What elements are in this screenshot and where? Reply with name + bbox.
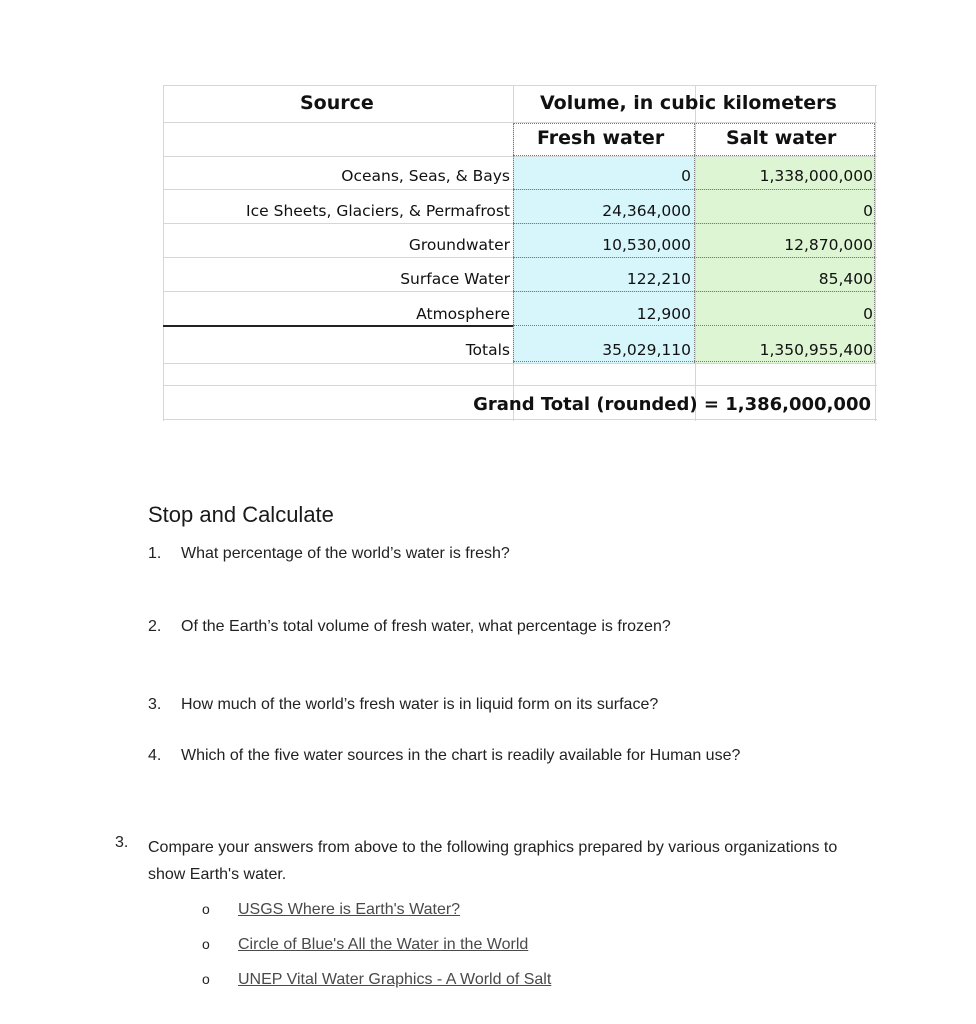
- row-source: Oceans, Seas, & Bays: [341, 167, 510, 185]
- compare-number: 3.: [115, 834, 129, 851]
- fresh-water-column-fill: [513, 157, 695, 363]
- source-header: Source: [300, 92, 374, 114]
- row-salt: 1,338,000,000: [759, 167, 873, 185]
- link-unep[interactable]: UNEP Vital Water Graphics - A World of Salt: [238, 971, 552, 988]
- row-salt: 85,400: [818, 270, 873, 288]
- link-usgs[interactable]: USGS Where is Earth's Water?: [238, 901, 461, 918]
- question-number: 3.: [148, 696, 162, 713]
- totals-salt: 1,350,955,400: [759, 341, 873, 359]
- row-salt: 12,870,000: [784, 236, 873, 254]
- row-fresh: 24,364,000: [602, 202, 691, 220]
- totals-label: Totals: [465, 341, 510, 359]
- bullet-marker: o: [202, 936, 210, 952]
- question-text: Of the Earth’s total volume of fresh water, what percentage is frozen?: [181, 618, 671, 635]
- grand-total: Grand Total (rounded) = 1,386,000,000: [473, 394, 871, 415]
- salt-water-column-fill: [695, 157, 875, 363]
- water-volume-table: [163, 85, 877, 421]
- bullet-marker: o: [202, 901, 210, 917]
- totals-divider: [163, 325, 513, 327]
- row-fresh: 122,210: [626, 270, 691, 288]
- question-number: 4.: [148, 747, 162, 764]
- question-text: Which of the five water sources in the chart is readily available for Human use?: [181, 747, 741, 764]
- row-salt: 0: [863, 202, 873, 220]
- question-number: 1.: [148, 545, 162, 562]
- question-text: What percentage of the world’s water is fresh?: [181, 545, 510, 562]
- row-source: Ice Sheets, Glaciers, & Permafrost: [246, 202, 510, 220]
- link-circle-of-blue[interactable]: Circle of Blue's All the Water in the World: [238, 936, 529, 953]
- volume-header: Volume, in cubic kilometers: [540, 92, 837, 114]
- row-salt: 0: [863, 305, 873, 323]
- row-source: Surface Water: [400, 270, 510, 288]
- fresh-water-header: Fresh water: [537, 127, 665, 149]
- row-fresh: 0: [681, 167, 691, 185]
- salt-water-header: Salt water: [726, 127, 837, 149]
- question-text: How much of the world’s fresh water is in liquid form on its surface?: [181, 696, 659, 713]
- totals-fresh: 35,029,110: [602, 341, 691, 359]
- row-fresh: 12,900: [636, 305, 691, 323]
- section-heading: Stop and Calculate: [148, 502, 334, 527]
- row-source: Atmosphere: [416, 305, 510, 323]
- compare-text: Compare your answers from above to the following graphics prepared by various organizations to show Earth's water.: [148, 839, 838, 883]
- row-fresh: 10,530,000: [602, 236, 691, 254]
- question-number: 2.: [148, 618, 162, 635]
- bullet-marker: o: [202, 971, 210, 987]
- row-source: Groundwater: [408, 236, 510, 254]
